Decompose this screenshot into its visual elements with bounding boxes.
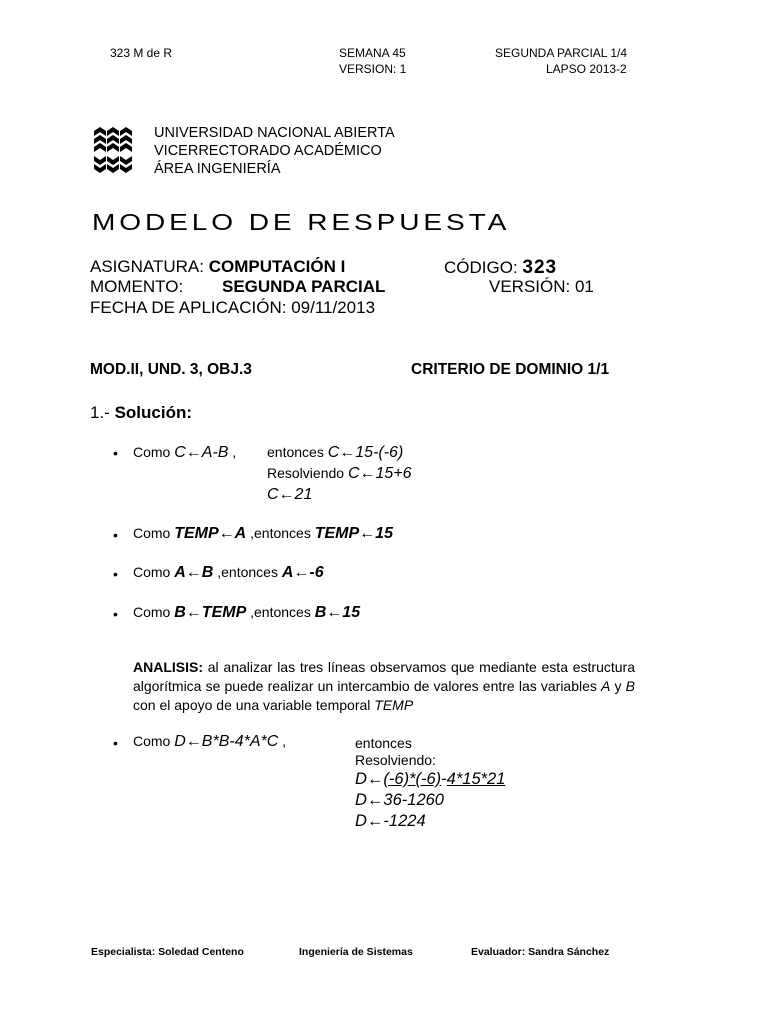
step-a (133, 564, 324, 582)
step-d-expr: D←B*B-4*A*C (174, 733, 279, 750)
resolviendo-label: Resolviendo: (355, 752, 436, 768)
var-b: B (625, 678, 636, 694)
step-d-r1-term1: (-6)*(-6) (383, 770, 442, 788)
entonces-label: ,entonces (213, 564, 282, 580)
bullet-icon: • (113, 445, 118, 461)
step-d-r3: D←-1224 (355, 812, 426, 830)
question-heading (90, 403, 192, 423)
header-lapso: LAPSO 2013-2 (546, 62, 627, 76)
institution-area: ÁREA INGENIERÍA (154, 161, 281, 177)
codigo-label: CÓDIGO: (444, 258, 523, 277)
step-c-result-2 (267, 465, 412, 483)
step-d-r1-op: - (441, 770, 447, 788)
codigo-value: 323 (522, 257, 558, 278)
bullet-icon: • (113, 735, 118, 751)
analysis-label: ANALISIS: (133, 659, 203, 675)
step-temp-expr: TEMP←A (174, 525, 247, 542)
step-temp-result: TEMP←15 (314, 525, 393, 542)
question-number: 1.- (90, 403, 115, 422)
objective-ref: MOD.II, UND. 3, OBJ.3 (90, 361, 252, 378)
institution-vicerrectorado: VICERRECTORADO ACADÉMICO (154, 143, 382, 159)
header-week: SEMANA 45 (339, 46, 406, 60)
momento-label: MOMENTO: (90, 277, 184, 296)
momento-value: SEGUNDA PARCIAL (222, 277, 386, 296)
una-logo-icon (92, 127, 136, 173)
comma: , (278, 733, 287, 749)
page-title: MODELO DE RESPUESTA (92, 209, 511, 235)
como-label: Como (133, 525, 175, 541)
var-temp: TEMP (374, 697, 414, 713)
fecha-aplicacion: FECHA DE APLICACIÓN: 09/11/2013 (90, 298, 376, 317)
conjunction: y (610, 678, 626, 694)
como-label: Como (133, 444, 175, 460)
footer-area: Ingeniería de Sistemas (299, 946, 413, 958)
step-d (133, 733, 286, 751)
step-c-expr: C←A-B (174, 444, 229, 461)
analysis-text-2: con el apoyo de una variable temporal (133, 697, 375, 713)
step-d-r1-term2: 4*15*21 (446, 770, 506, 788)
bullet-icon: • (113, 527, 118, 543)
entonces-label: entonces (267, 444, 328, 460)
footer-specialist: Especialista: Soledad Centeno (91, 946, 244, 958)
step-c-r1: C←15-(-6) (327, 444, 404, 461)
bullet-icon: • (113, 566, 118, 582)
codigo-row (444, 257, 557, 279)
version-label: VERSIÓN: 01 (489, 277, 594, 296)
como-label: Como (133, 564, 175, 580)
step-c-r2: C←15+6 (347, 465, 412, 482)
como-label: Como (133, 733, 175, 749)
question-label: Solución: (114, 403, 193, 422)
asignatura-value: COMPUTACIÓN I (208, 257, 346, 276)
asignatura-row (90, 257, 345, 277)
step-d-r1 (355, 770, 505, 789)
step-d-r1-prefix: D← (355, 770, 384, 788)
institution-name: UNIVERSIDAD NACIONAL ABIERTA (154, 125, 395, 141)
asignatura-label: ASIGNATURA: (90, 257, 209, 276)
entonces-label: ,entonces (246, 604, 315, 620)
step-a-expr: A←B (174, 564, 214, 581)
header-course-ref: 323 M de R (110, 46, 173, 60)
step-b-expr: B←TEMP (174, 604, 247, 621)
var-a: A (601, 678, 611, 694)
step-c-result-1 (267, 444, 403, 462)
resolviendo-label: Resolviendo (267, 465, 348, 481)
step-b (133, 604, 360, 622)
header-version: VERSION: 1 (339, 62, 407, 76)
bullet-icon: • (113, 606, 118, 622)
criterio-dominio: CRITERIO DE DOMINIO 1/1 (411, 361, 610, 378)
step-c-assign (133, 444, 236, 462)
comma: , (228, 444, 237, 460)
header-exam: SEGUNDA PARCIAL 1/4 (495, 46, 628, 60)
step-c-r3: C←21 (267, 486, 313, 503)
como-label: Como (133, 604, 175, 620)
step-a-result: A←-6 (281, 564, 324, 581)
analysis-text-1: al analizar las tres líneas observamos que mediante esta estructura algorítmica se puede realizar un intercambio de valores entre las variables (133, 659, 635, 694)
step-d-r2: D←36-1260 (355, 791, 444, 809)
step-temp (133, 525, 393, 543)
entonces-label: ,entonces (246, 525, 315, 541)
entonces-label: entonces (355, 735, 412, 751)
footer-evaluator: Evaluador: Sandra Sánchez (471, 946, 610, 958)
analysis-paragraph (133, 658, 635, 715)
step-b-result: B←15 (314, 604, 361, 621)
